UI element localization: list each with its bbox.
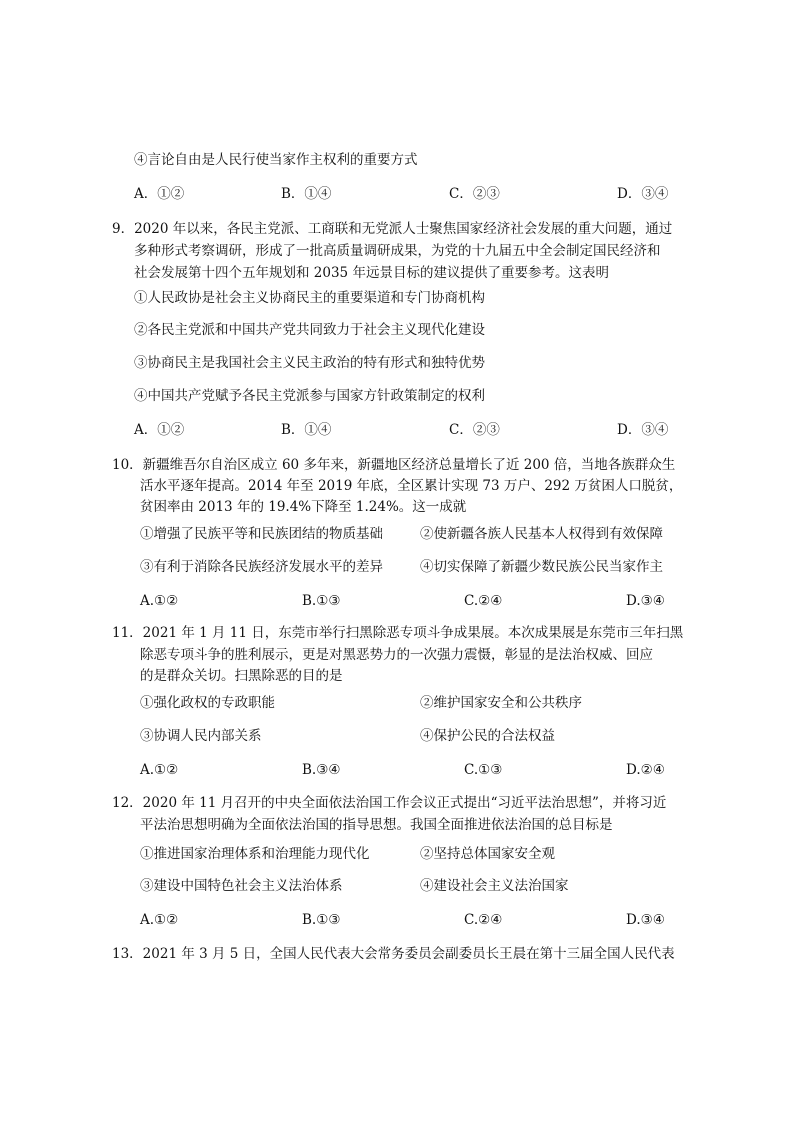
q9-choice-b: B．①④ <box>281 422 332 438</box>
q13-stem-line-1: 13．2021 年 3 月 5 日，全国人民代表大会常务委员会副委员长王晨在第十三届全国人民代表 <box>112 946 675 962</box>
q12-option-4: ④建设社会主义法治国家 <box>420 878 569 894</box>
q12-stem-line-2: 平法治思想明确为全面依法治国的指导思想。我国全面推进依法治国的总目标是 <box>140 817 613 833</box>
q8-choice-c: C．②③ <box>449 186 500 202</box>
q11-option-3: ③协调人民内部关系 <box>140 728 262 744</box>
q11-choice-d: D.②④ <box>626 762 665 778</box>
q10-choice-b: B.①③ <box>302 593 341 609</box>
q11-choice-a: A.①② <box>140 762 179 778</box>
q9-option-3: ③协商民主是我国社会主义民主政治的特有形式和独特优势 <box>134 355 485 371</box>
q10-option-1: ①增强了民族平等和民族团结的物质基础 <box>140 526 383 542</box>
q11-stem-line-1: 11．2021 年 1 月 11 日，东莞市举行扫黑除恶专项斗争成果展。本次成果展是东莞市三年扫黑 <box>112 625 684 641</box>
q12-stem-line-1: 12．2020 年 11 月召开的中央全面依法治国工作会议正式提出“习近平法治思想”，并将习近 <box>112 795 667 811</box>
q11-option-1: ①强化政权的专政职能 <box>140 695 275 711</box>
q8-choice-d: D．③④ <box>617 186 669 202</box>
q11-stem-line-2: 除恶专项斗争的胜利展示，更是对黑恶势力的一次强力震慑，彰显的是法治权威、回应 <box>140 647 653 663</box>
q12-option-2: ②坚持总体国家安全观 <box>420 846 555 862</box>
q12-choice-d: D.③④ <box>626 912 665 928</box>
q9-option-4: ④中国共产党赋予各民主党派参与国家方针政策制定的权利 <box>134 388 485 404</box>
q12-choice-b: B.①③ <box>302 912 341 928</box>
q8-choice-b: B．①④ <box>281 186 332 202</box>
q12-option-1: ①推进国家治理体系和治理能力现代化 <box>140 846 370 862</box>
q9-choice-c: C．②③ <box>449 422 500 438</box>
q10-choice-c: C.②④ <box>464 593 503 609</box>
q11-option-2: ②维护国家安全和公共秩序 <box>420 695 582 711</box>
q10-option-3: ③有利于消除各民族经济发展水平的差异 <box>140 559 383 575</box>
q12-choice-c: C.②④ <box>464 912 503 928</box>
q12-option-3: ③建设中国特色社会主义法治体系 <box>140 878 343 894</box>
q9-stem-line-2: 多种形式考察调研，形成了一批高质量调研成果，为党的十九届五中全会制定国民经济和 <box>134 243 661 259</box>
q12-choice-a: A.①② <box>140 912 179 928</box>
q10-stem-line-2: 活水平逐年提高。2014 年至 2019 年底，全区累计实现 73 万户、292 万贫困人口脱贫， <box>140 478 683 494</box>
q10-option-2: ②使新疆各族人民基本人权得到有效保障 <box>420 526 663 542</box>
q9-stem-line-1: 9．2020 年以来，各民主党派、工商联和无党派人士聚焦国家经济社会发展的重大问题，通过 <box>112 221 673 237</box>
q11-choice-c: C.①③ <box>464 762 503 778</box>
q8-choice-a: A．①② <box>134 186 185 202</box>
q9-choice-d: D．③④ <box>617 422 669 438</box>
q10-choice-d: D.③④ <box>626 593 665 609</box>
q10-option-4: ④切实保障了新疆少数民族公民当家作主 <box>420 559 663 575</box>
q10-stem-line-3: 贫困率由 2013 年的 19.4%下降至 1.24%。这一成就 <box>140 499 467 515</box>
q10-stem-line-1: 10．新疆维吾尔自治区成立 60 多年来，新疆地区经济总量增长了近 200 倍，当地各族群众生 <box>112 457 676 473</box>
q9-choice-a: A．①② <box>134 422 185 438</box>
q11-stem-line-3: 的是群众关切。扫黑除恶的目的是 <box>140 668 343 684</box>
q9-option-1: ①人民政协是社会主义协商民主的重要渠道和专门协商机构 <box>134 290 485 306</box>
q8-option-4: ④言论自由是人民行使当家作主权利的重要方式 <box>134 152 418 168</box>
q11-option-4: ④保护公民的合法权益 <box>420 728 555 744</box>
q10-choice-a: A.①② <box>140 593 179 609</box>
q11-choice-b: B.③④ <box>302 762 341 778</box>
q9-option-2: ②各民主党派和中国共产党共同致力于社会主义现代化建设 <box>134 322 485 338</box>
q9-stem-line-3: 社会发展第十四个五年规划和 2035 年远景目标的建议提供了重要参考。这表明 <box>134 265 609 281</box>
